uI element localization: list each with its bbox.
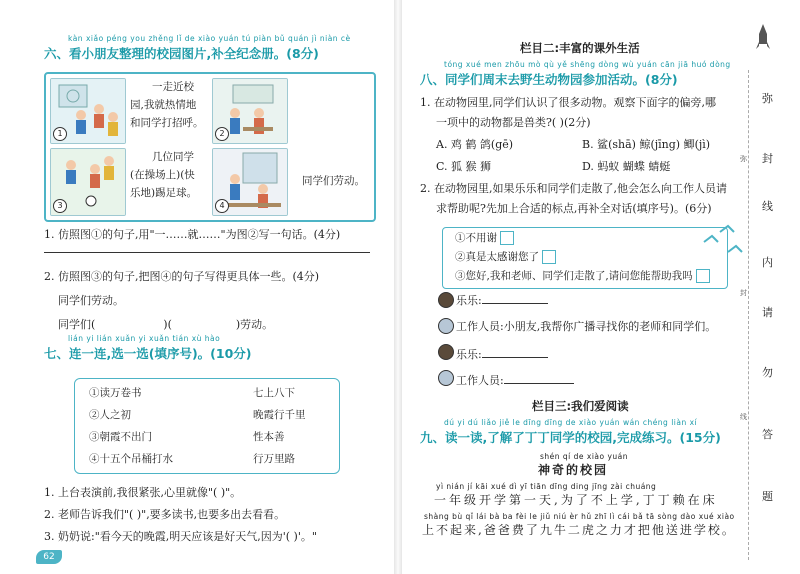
reply-option-1-text: ①不用谢 — [455, 232, 497, 244]
dialog-speaker: 乐乐: — [456, 294, 482, 307]
option-d[interactable]: D. 蚂蚁 蝴蝶 蜻蜓 — [582, 160, 671, 173]
binding-line — [748, 70, 749, 560]
match-right-item[interactable]: 行万里路 — [253, 453, 295, 465]
question-8-2: 2. 在动物园里,如果乐乐和同学们走散了,他会怎么向工作人员请 — [420, 182, 727, 195]
answer-line[interactable] — [482, 357, 548, 358]
question-7-1: 1. 上台表演前,我很紧张,心里就像"( )"。 — [44, 486, 242, 499]
dialog-line-3 — [456, 346, 548, 362]
picture-3-caption — [130, 148, 197, 202]
match-left-item[interactable]: ①读万卷书 — [89, 387, 142, 399]
story-title: 神奇的校园 — [538, 463, 609, 477]
picture-4-caption: 同学们劳动。 — [302, 175, 365, 187]
sec9-pinyin: dú yi dú liǎo jiě le dīng dīng de xiào yuán wán chéng liàn xí — [444, 418, 698, 427]
answer-line-6-1[interactable] — [44, 252, 370, 253]
picture-1 — [50, 78, 126, 144]
match-right-item[interactable]: 七上八下 — [253, 387, 295, 399]
match-left-item[interactable]: ④十五个吊桶打水 — [89, 453, 173, 465]
reply-option-3-text: ③您好,我和老师、同学们走散了,请问您能帮助我吗 — [455, 270, 693, 282]
question-6-2-sentence: 同学们劳动。 — [58, 294, 124, 307]
question-7-2: 2. 老师告诉我们"( )",要多读书,也要多出去看看。 — [44, 508, 286, 521]
sec6-pinyin: kàn xiǎo péng you zhěng lǐ de xiào yuán tú piàn bǔ quán jì niàn cè — [68, 34, 351, 43]
staff-avatar — [438, 370, 454, 386]
picture-3-caption-line: (在操场上)(快 — [130, 169, 195, 181]
question-8-1b: 一项中的动物都是兽类?( )(2分) — [436, 116, 591, 129]
page-gutter — [394, 0, 402, 574]
question-8-2b: 求帮助呢?先加上合适的标点,再补全对话(填序号)。(6分) — [436, 202, 712, 215]
reply-option-2-text: ②真是太感谢您了 — [455, 251, 539, 263]
picture-1-caption-line: 园,我就热情地 — [130, 99, 197, 111]
sidebar-char: 封 — [762, 152, 773, 165]
question-7-3: 3. 奶奶说:"看今天的晚霞,明天应该是好天气,因为'( )'。" — [44, 530, 317, 543]
lele-avatar — [438, 292, 454, 308]
matching-box — [74, 378, 340, 474]
page-number: 62 — [36, 550, 62, 564]
picture-number-2: 2 — [215, 127, 229, 141]
match-left-item[interactable]: ②人之初 — [89, 409, 131, 421]
answer-line[interactable] — [482, 303, 548, 304]
sec7-title: 七、连一连,选一选(填序号)。(10分) — [44, 346, 252, 361]
reply-option-3[interactable] — [455, 268, 710, 283]
sidebar-char: 弥 — [762, 92, 773, 105]
dialog-line-2: 工作人员:小朋友,我帮你广播寻找你的老师和同学们。 — [456, 320, 717, 333]
sec9-title: 九、读一读,了解了丁丁同学的校园,完成练习。(15分) — [420, 430, 721, 445]
story-line-1: 一年级开学第一天,为了不上学,丁丁赖在床 — [434, 493, 718, 507]
match-left-item[interactable]: ③朝霞不出门 — [89, 431, 152, 443]
sidebar-char: 内 — [762, 256, 773, 269]
sec6-title: 六、看小朋友整理的校园图片,补全纪念册。(8分) — [44, 46, 319, 61]
answer-line[interactable] — [504, 383, 574, 384]
reply-options-box — [442, 227, 728, 289]
checkbox[interactable] — [696, 269, 710, 283]
picture-3-caption-line: 乐地)踢足球。 — [130, 187, 198, 199]
picture-3-caption-line: 几位同学 — [152, 151, 194, 163]
sidebar-char: 请 — [762, 306, 773, 319]
picture-2 — [212, 78, 288, 144]
question-6-2-blanks — [58, 316, 273, 332]
option-c[interactable]: C. 狐 猴 狮 — [436, 160, 492, 173]
question-8-1: 1. 在动物园里,同学们认识了很多动物。观察下面字的偏旁,哪 — [420, 96, 716, 109]
sidebar-char: 题 — [762, 490, 773, 503]
staff-avatar — [438, 318, 454, 334]
banner-section-2: 栏目二:丰富的课外生活 — [520, 41, 640, 55]
reply-option-2[interactable] — [455, 249, 556, 264]
question-6-2: 2. 仿照图③的句子,把图④的句子写得更具体一些。(4分) — [44, 270, 320, 283]
story-line-1-pinyin: yì nián jí kāi xué dì yī tiān dīng ding jīng zài chuáng — [436, 482, 657, 491]
reply-option-1[interactable] — [455, 230, 514, 245]
dialog-line-4 — [456, 372, 574, 388]
picture-1-caption-line: 一走近校 — [152, 81, 194, 93]
sidebar-char: 答 — [762, 428, 773, 441]
story-title-pinyin: shén qí de xiào yuán — [540, 452, 629, 461]
match-right-item[interactable]: 晚霞行千里 — [253, 409, 306, 421]
picture-number-3: 3 — [53, 199, 67, 213]
dialog-speaker: 工作人员: — [456, 374, 504, 387]
dialog-line-1 — [456, 292, 548, 308]
sidebar-small-char: 封 — [740, 289, 747, 297]
option-a[interactable]: A. 鸡 鹤 鸽(gē) — [436, 138, 514, 151]
checkbox[interactable] — [542, 250, 556, 264]
sec8-pinyin: tóng xué men zhōu mò qù yě shēng dòng wù yuán cān jiā huó dòng — [444, 60, 731, 69]
picture-3 — [50, 148, 126, 216]
sidebar-char: 勿 — [762, 366, 773, 379]
picture-1-caption-line: 和同学打招呼。 — [130, 117, 204, 129]
blank-middle: )( — [163, 318, 172, 331]
sidebar-small-char: 弥 — [740, 155, 747, 163]
blank-prefix: 同学们( — [58, 318, 96, 331]
match-right-item[interactable]: 性本善 — [253, 431, 285, 443]
dialog-speaker: 乐乐: — [456, 348, 482, 361]
question-6-1: 1. 仿照图①的句子,用"一……就……"为图②写一句话。(4分) — [44, 228, 341, 241]
rocket-icon — [756, 22, 770, 52]
checkbox[interactable] — [500, 231, 514, 245]
banner-section-3: 栏目三:我们爱阅读 — [532, 399, 629, 413]
sec8-title: 八、同学们周末去野生动物园参加活动。(8分) — [420, 72, 678, 87]
story-line-2: 上不起来,爸爸费了九牛二虎之力才把他送进学校。 — [422, 523, 736, 537]
story-line-2-pinyin: shàng bù qǐ lái bà ba fèi le jiǔ niú èr hǔ zhī lì cái bǎ tā sòng dào xué xiào — [424, 512, 735, 521]
picture-4 — [212, 148, 288, 216]
sidebar-small-char: 线 — [740, 413, 747, 421]
birds-icon — [700, 222, 746, 262]
blank-suffix: )劳动。 — [235, 318, 274, 331]
sidebar-char: 线 — [762, 200, 773, 213]
picture-1-caption — [130, 78, 204, 132]
picture-number-1: 1 — [53, 127, 67, 141]
picture-grid — [44, 72, 376, 222]
picture-number-4: 4 — [215, 199, 229, 213]
lele-avatar — [438, 344, 454, 360]
option-b[interactable]: B. 鲨(shā) 鲸(jīng) 鲫(jì) — [582, 138, 711, 151]
sec7-pinyin: lián yi lián xuǎn yi xuǎn tián xù hào — [68, 334, 221, 343]
